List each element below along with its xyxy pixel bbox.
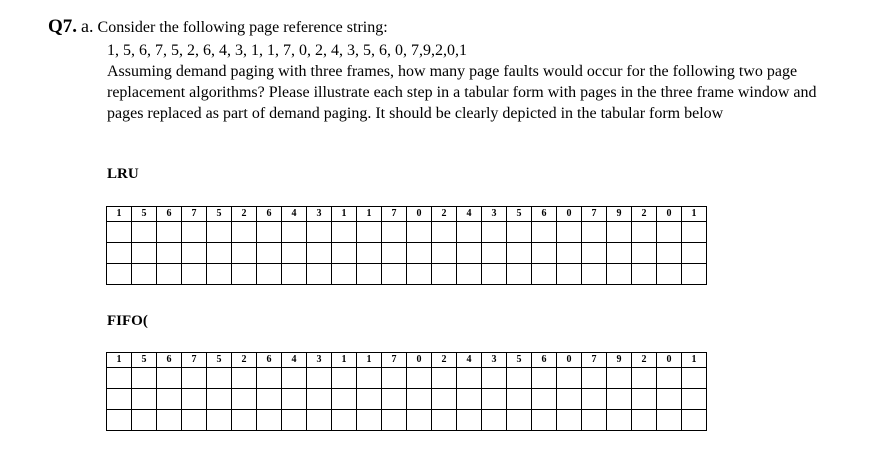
fifo-reference-cell: 7 (382, 353, 407, 368)
fifo-frame-cell[interactable] (632, 389, 657, 410)
fifo-frame-cell[interactable] (232, 389, 257, 410)
lru-frame-cell[interactable] (157, 222, 182, 243)
lru-reference-cell: 5 (132, 207, 157, 222)
fifo-reference-cell: 3 (482, 353, 507, 368)
fifo-frame-cell[interactable] (232, 410, 257, 431)
lru-reference-cell: 7 (582, 207, 607, 222)
lru-frame-cell[interactable] (557, 222, 582, 243)
lru-frame-cell[interactable] (657, 222, 682, 243)
lru-frame-row (107, 222, 707, 243)
fifo-frame-cell[interactable] (407, 368, 432, 389)
fifo-table (106, 352, 707, 431)
lru-reference-cell: 4 (282, 207, 307, 222)
lru-frame-cell[interactable] (382, 222, 407, 243)
fifo-frame-cell[interactable] (557, 389, 582, 410)
lru-frame-cell[interactable] (607, 264, 632, 285)
lru-reference-cell: 6 (257, 207, 282, 222)
lru-frame-cell[interactable] (557, 243, 582, 264)
fifo-reference-cell: 1 (682, 353, 707, 368)
lru-frame-cell[interactable] (207, 243, 232, 264)
question-intro: Consider the following page reference string: (97, 19, 388, 36)
fifo-reference-cell: 2 (632, 353, 657, 368)
fifo-frame-cell[interactable] (257, 368, 282, 389)
lru-frame-cell[interactable] (457, 264, 482, 285)
lru-frame-row (107, 264, 707, 285)
lru-reference-cell: 3 (307, 207, 332, 222)
fifo-frame-cell[interactable] (607, 410, 632, 431)
lru-reference-cell: 4 (457, 207, 482, 222)
fifo-reference-cell: 7 (182, 353, 207, 368)
lru-frame-cell[interactable] (682, 222, 707, 243)
lru-frame-row (107, 243, 707, 264)
fifo-reference-cell: 1 (332, 353, 357, 368)
fifo-frame-cell[interactable] (257, 389, 282, 410)
fifo-reference-cell: 6 (157, 353, 182, 368)
lru-frame-cell[interactable] (457, 243, 482, 264)
fifo-frame-cell[interactable] (307, 410, 332, 431)
lru-reference-cell: 5 (207, 207, 232, 222)
fifo-frame-cell[interactable] (532, 368, 557, 389)
fifo-frame-cell[interactable] (432, 410, 457, 431)
lru-frame-cell[interactable] (107, 222, 132, 243)
fifo-frame-row (107, 410, 707, 431)
lru-frame-cell[interactable] (282, 243, 307, 264)
fifo-frame-cell[interactable] (582, 410, 607, 431)
lru-frame-cell[interactable] (382, 264, 407, 285)
fifo-frame-cell[interactable] (357, 368, 382, 389)
fifo-frame-cell[interactable] (482, 389, 507, 410)
fifo-frame-cell[interactable] (432, 368, 457, 389)
lru-frame-cell[interactable] (107, 243, 132, 264)
fifo-frame-cell[interactable] (407, 410, 432, 431)
lru-frame-cell[interactable] (632, 222, 657, 243)
fifo-frame-cell[interactable] (682, 389, 707, 410)
lru-frame-cell[interactable] (232, 264, 257, 285)
lru-frame-cell[interactable] (207, 222, 232, 243)
fifo-frame-cell[interactable] (257, 410, 282, 431)
fifo-frame-cell[interactable] (157, 410, 182, 431)
fifo-frame-cell[interactable] (507, 389, 532, 410)
lru-reference-cell: 9 (607, 207, 632, 222)
lru-frame-cell[interactable] (182, 222, 207, 243)
fifo-reference-cell: 7 (582, 353, 607, 368)
fifo-reference-cell: 3 (307, 353, 332, 368)
lru-frame-cell[interactable] (557, 264, 582, 285)
lru-reference-cell: 1 (357, 207, 382, 222)
lru-reference-cell: 0 (407, 207, 432, 222)
question-number: Q7. (48, 16, 78, 37)
lru-frame-cell[interactable] (582, 264, 607, 285)
fifo-frame-cell[interactable] (607, 389, 632, 410)
fifo-frame-cell[interactable] (157, 368, 182, 389)
lru-frame-cell[interactable] (632, 264, 657, 285)
fifo-frame-cell[interactable] (157, 389, 182, 410)
question-body (107, 40, 847, 124)
fifo-frame-cell[interactable] (207, 368, 232, 389)
lru-frame-cell[interactable] (457, 222, 482, 243)
lru-frame-cell[interactable] (182, 264, 207, 285)
lru-reference-cell: 6 (157, 207, 182, 222)
fifo-reference-cell: 4 (282, 353, 307, 368)
fifo-frame-cell[interactable] (532, 410, 557, 431)
lru-frame-cell[interactable] (607, 243, 632, 264)
fifo-reference-row (107, 353, 707, 368)
fifo-frame-cell[interactable] (107, 410, 132, 431)
fifo-frame-cell[interactable] (482, 410, 507, 431)
fifo-frame-cell[interactable] (132, 410, 157, 431)
fifo-frame-cell[interactable] (682, 368, 707, 389)
lru-reference-cell: 3 (482, 207, 507, 222)
lru-frame-cell[interactable] (257, 264, 282, 285)
fifo-frame-cell[interactable] (232, 368, 257, 389)
fifo-frame-cell[interactable] (307, 368, 332, 389)
fifo-reference-cell: 5 (207, 353, 232, 368)
fifo-frame-cell[interactable] (382, 410, 407, 431)
fifo-frame-cell[interactable] (282, 410, 307, 431)
fifo-reference-cell: 5 (132, 353, 157, 368)
lru-frame-cell[interactable] (132, 243, 157, 264)
lru-frame-cell[interactable] (407, 243, 432, 264)
lru-reference-cell: 5 (507, 207, 532, 222)
lru-frame-cell[interactable] (332, 243, 357, 264)
fifo-frame-cell[interactable] (357, 389, 382, 410)
lru-frame-cell[interactable] (482, 243, 507, 264)
lru-frame-cell[interactable] (432, 222, 457, 243)
lru-reference-cell: 1 (332, 207, 357, 222)
fifo-frame-cell[interactable] (607, 368, 632, 389)
reference-string-text: 1, 5, 6, 7, 5, 2, 6, 4, 3, 1, 1, 7, 0, 2, 4, 3, 5, 6, 0, 7,9,2,0,1 (107, 42, 467, 59)
fifo-frame-cell[interactable] (657, 389, 682, 410)
lru-frame-cell[interactable] (357, 243, 382, 264)
lru-reference-cell: 1 (107, 207, 132, 222)
lru-frame-cell[interactable] (132, 264, 157, 285)
lru-frame-cell[interactable] (432, 264, 457, 285)
fifo-frame-cell[interactable] (332, 410, 357, 431)
fifo-frame-cell[interactable] (457, 368, 482, 389)
lru-frame-cell[interactable] (107, 264, 132, 285)
fifo-frame-cell[interactable] (132, 368, 157, 389)
lru-frame-cell[interactable] (532, 264, 557, 285)
lru-frame-cell[interactable] (507, 243, 532, 264)
fifo-frame-cell[interactable] (107, 389, 132, 410)
lru-frame-cell[interactable] (382, 243, 407, 264)
fifo-reference-cell: 2 (232, 353, 257, 368)
lru-reference-cell: 2 (632, 207, 657, 222)
fifo-frame-cell[interactable] (582, 368, 607, 389)
lru-frame-cell[interactable] (332, 264, 357, 285)
lru-reference-cell: 6 (532, 207, 557, 222)
lru-frame-cell[interactable] (307, 243, 332, 264)
fifo-frame-cell[interactable] (382, 368, 407, 389)
lru-reference-cell: 0 (657, 207, 682, 222)
fifo-frame-cell[interactable] (107, 368, 132, 389)
lru-frame-cell[interactable] (482, 264, 507, 285)
lru-frame-cell[interactable] (407, 222, 432, 243)
lru-frame-cell[interactable] (407, 264, 432, 285)
lru-frame-cell[interactable] (582, 222, 607, 243)
fifo-frame-cell[interactable] (657, 368, 682, 389)
fifo-frame-cell[interactable] (207, 389, 232, 410)
lru-frame-cell[interactable] (507, 222, 532, 243)
lru-frame-cell[interactable] (132, 222, 157, 243)
lru-reference-cell: 7 (382, 207, 407, 222)
lru-reference-cell: 1 (682, 207, 707, 222)
lru-frame-cell[interactable] (357, 222, 382, 243)
fifo-reference-cell: 2 (432, 353, 457, 368)
lru-frame-cell[interactable] (532, 222, 557, 243)
lru-frame-cell[interactable] (157, 264, 182, 285)
lru-frame-cell[interactable] (657, 264, 682, 285)
fifo-frame-row (107, 368, 707, 389)
lru-frame-cell[interactable] (357, 264, 382, 285)
fifo-frame-cell[interactable] (307, 389, 332, 410)
fifo-frame-cell[interactable] (332, 389, 357, 410)
lru-reference-cell: 7 (182, 207, 207, 222)
lru-frame-cell[interactable] (682, 243, 707, 264)
fifo-frame-cell[interactable] (382, 389, 407, 410)
fifo-reference-cell: 1 (107, 353, 132, 368)
lru-title: LRU (107, 166, 139, 182)
fifo-reference-cell: 9 (607, 353, 632, 368)
fifo-frame-cell[interactable] (282, 368, 307, 389)
lru-frame-cell[interactable] (257, 243, 282, 264)
fifo-frame-cell[interactable] (482, 368, 507, 389)
lru-frame-cell[interactable] (332, 222, 357, 243)
fifo-frame-cell[interactable] (632, 410, 657, 431)
fifo-frame-cell[interactable] (557, 368, 582, 389)
lru-frame-cell[interactable] (507, 264, 532, 285)
fifo-frame-cell[interactable] (332, 368, 357, 389)
lru-frame-cell[interactable] (182, 243, 207, 264)
fifo-reference-cell: 6 (257, 353, 282, 368)
lru-frame-cell[interactable] (307, 264, 332, 285)
fifo-frame-cell[interactable] (132, 389, 157, 410)
lru-frame-cell[interactable] (232, 243, 257, 264)
question-instructions: Assuming demand paging with three frames, how many page faults would occur for the following two page replacement algorithms? Please illustrate each step in a tabular form with pages in the three frame window and pages replaced as part of demand paging. It should be clearly depicted in the tabular form below (107, 63, 817, 122)
fifo-reference-cell: 4 (457, 353, 482, 368)
fifo-frame-cell[interactable] (682, 410, 707, 431)
lru-frame-cell[interactable] (307, 222, 332, 243)
fifo-frame-cell[interactable] (582, 389, 607, 410)
lru-reference-cell: 2 (232, 207, 257, 222)
lru-frame-cell[interactable] (682, 264, 707, 285)
lru-frame-cell[interactable] (232, 222, 257, 243)
fifo-reference-cell: 0 (557, 353, 582, 368)
lru-frame-cell[interactable] (207, 264, 232, 285)
fifo-reference-cell: 0 (407, 353, 432, 368)
lru-reference-cell: 0 (557, 207, 582, 222)
fifo-frame-cell[interactable] (432, 389, 457, 410)
question-header (48, 14, 388, 40)
fifo-frame-cell[interactable] (557, 410, 582, 431)
lru-frame-cell[interactable] (282, 264, 307, 285)
fifo-reference-cell: 0 (657, 353, 682, 368)
fifo-frame-cell[interactable] (357, 410, 382, 431)
fifo-reference-cell: 6 (532, 353, 557, 368)
lru-frame-cell[interactable] (607, 222, 632, 243)
fifo-frame-cell[interactable] (507, 368, 532, 389)
fifo-title: FIFO( (107, 313, 148, 329)
fifo-frame-row (107, 389, 707, 410)
lru-table (106, 206, 707, 285)
fifo-frame-cell[interactable] (532, 389, 557, 410)
fifo-reference-cell: 1 (357, 353, 382, 368)
lru-frame-cell[interactable] (482, 222, 507, 243)
lru-reference-row (107, 207, 707, 222)
fifo-frame-cell[interactable] (182, 389, 207, 410)
fifo-frame-cell[interactable] (282, 389, 307, 410)
lru-frame-cell[interactable] (432, 243, 457, 264)
lru-frame-cell[interactable] (532, 243, 557, 264)
fifo-frame-cell[interactable] (657, 410, 682, 431)
lru-frame-cell[interactable] (657, 243, 682, 264)
fifo-frame-cell[interactable] (182, 368, 207, 389)
lru-frame-cell[interactable] (632, 243, 657, 264)
fifo-frame-cell[interactable] (457, 389, 482, 410)
fifo-frame-cell[interactable] (182, 410, 207, 431)
lru-frame-cell[interactable] (257, 222, 282, 243)
lru-frame-cell[interactable] (282, 222, 307, 243)
lru-frame-cell[interactable] (582, 243, 607, 264)
lru-reference-cell: 2 (432, 207, 457, 222)
fifo-frame-cell[interactable] (207, 410, 232, 431)
fifo-frame-cell[interactable] (632, 368, 657, 389)
lru-frame-cell[interactable] (157, 243, 182, 264)
question-part: a. (81, 16, 94, 36)
fifo-frame-cell[interactable] (507, 410, 532, 431)
fifo-frame-cell[interactable] (407, 389, 432, 410)
fifo-frame-cell[interactable] (457, 410, 482, 431)
fifo-reference-cell: 5 (507, 353, 532, 368)
